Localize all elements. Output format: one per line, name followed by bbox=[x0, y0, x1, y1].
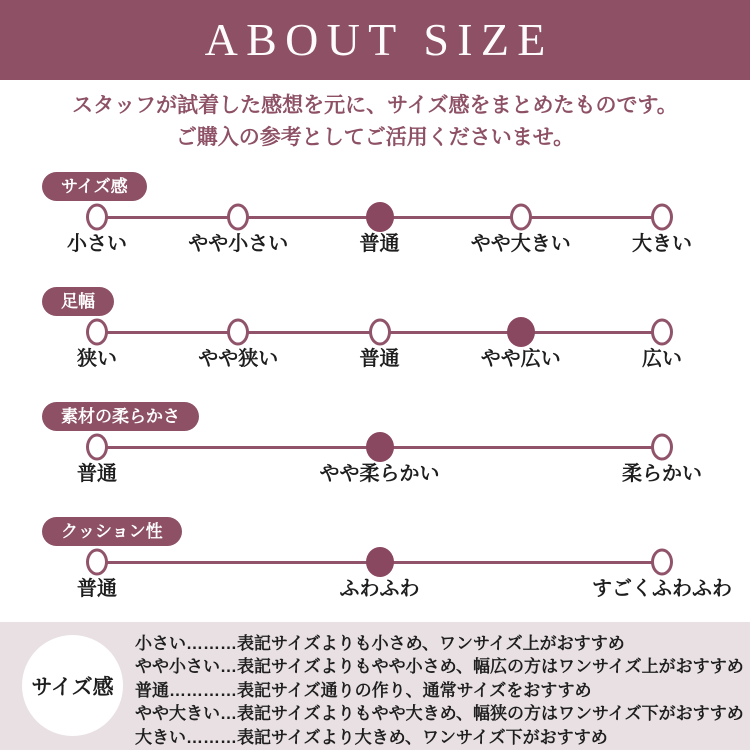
rating-dot bbox=[510, 204, 532, 231]
legend-item bbox=[135, 726, 745, 749]
rating-dot bbox=[651, 434, 673, 461]
legend-item bbox=[135, 679, 745, 702]
rating-dot bbox=[651, 204, 673, 231]
rating-dot-label: 広い bbox=[642, 348, 682, 370]
legend-item-term: やや小さい… bbox=[135, 657, 237, 677]
rating-dot-label: やや柔らかい bbox=[319, 463, 440, 485]
legend-section bbox=[0, 622, 750, 750]
legend-item bbox=[135, 655, 745, 678]
rating-dot-label: やや小さい bbox=[188, 233, 289, 255]
rating-dot bbox=[651, 319, 673, 346]
intro-text bbox=[0, 90, 750, 154]
intro-line-1: スタッフが試着した感想を元に、サイズ感をまとめたものです。 bbox=[72, 94, 678, 117]
scale-row-material-softness bbox=[0, 400, 750, 515]
scale-badge-material-softness: 素材の柔らかさ bbox=[42, 402, 199, 431]
legend-item-term: 小さい……… bbox=[135, 634, 237, 653]
rating-dot-selected bbox=[366, 547, 394, 577]
rating-dot bbox=[86, 319, 108, 346]
rating-dot bbox=[227, 319, 249, 346]
legend-item bbox=[135, 702, 745, 725]
legend-item-desc: 表記サイズよりも小さめ、ワンサイズ上がおすすめ bbox=[237, 634, 625, 653]
rating-dot-selected bbox=[366, 432, 394, 462]
rating-dot-label: やや狭い bbox=[198, 348, 279, 370]
legend-item-desc: 表記サイズよりもやや小さめ、幅広の方はワンサイズ上がおすすめ bbox=[237, 657, 744, 677]
rating-dot-selected bbox=[366, 202, 394, 232]
legend-item bbox=[135, 632, 745, 655]
rating-dot-label: 普通 bbox=[77, 578, 117, 600]
legend-circle-label: サイズ感 bbox=[31, 675, 114, 699]
legend-item-desc: 表記サイズ通りの作り、通常サイズをおすすめ bbox=[237, 680, 592, 700]
rating-dot-label: やや大きい bbox=[470, 233, 571, 255]
rating-dot-label: ふわふわ bbox=[339, 578, 420, 600]
legend-item-term: やや大きい… bbox=[135, 704, 237, 724]
scale-row-foot-width bbox=[0, 285, 750, 400]
legend-item-term: 普通………… bbox=[135, 680, 237, 700]
rating-dot bbox=[227, 204, 249, 231]
scale-badge-size-feel: サイズ感 bbox=[42, 172, 147, 201]
page-title: ABOUT SIZE bbox=[204, 14, 554, 65]
intro-line-2: ご購入の参考としてご活用くださいませ。 bbox=[175, 126, 575, 149]
rating-dot-label: 小さい bbox=[67, 233, 127, 255]
rating-dot-label: 普通 bbox=[359, 233, 400, 255]
legend-item-term: 大きい……… bbox=[135, 727, 237, 747]
rating-dot bbox=[86, 434, 108, 461]
rating-dot-selected bbox=[507, 317, 535, 347]
rating-dot-label: すごくふわふわ bbox=[592, 578, 732, 600]
rating-dot-label: 普通 bbox=[77, 463, 117, 485]
legend-item-desc: 表記サイズより大きめ、ワンサイズ下がおすすめ bbox=[237, 727, 608, 747]
rating-dot-label: 柔らかい bbox=[622, 463, 702, 485]
legend-list bbox=[135, 632, 745, 749]
rating-dot bbox=[86, 549, 108, 576]
rating-dot bbox=[651, 549, 673, 576]
legend-item-desc: 表記サイズよりもやや大きめ、幅狭の方はワンサイズ下がおすすめ bbox=[237, 704, 744, 724]
scale-row-cushioning bbox=[0, 515, 750, 630]
rating-dot bbox=[369, 319, 391, 346]
header-banner bbox=[0, 0, 750, 80]
rating-dot-label: 狭い bbox=[77, 348, 117, 370]
rating-dot-label: 大きい bbox=[632, 233, 692, 255]
rating-dot-label: 普通 bbox=[359, 348, 400, 370]
scale-row-size-feel bbox=[0, 170, 750, 285]
scale-badge-foot-width: 足幅 bbox=[42, 287, 114, 316]
rating-dot bbox=[86, 204, 108, 231]
rating-dot-label: やや広い bbox=[480, 348, 561, 370]
legend-circle-badge bbox=[22, 635, 123, 736]
scale-badge-cushioning: クッション性 bbox=[42, 517, 182, 546]
